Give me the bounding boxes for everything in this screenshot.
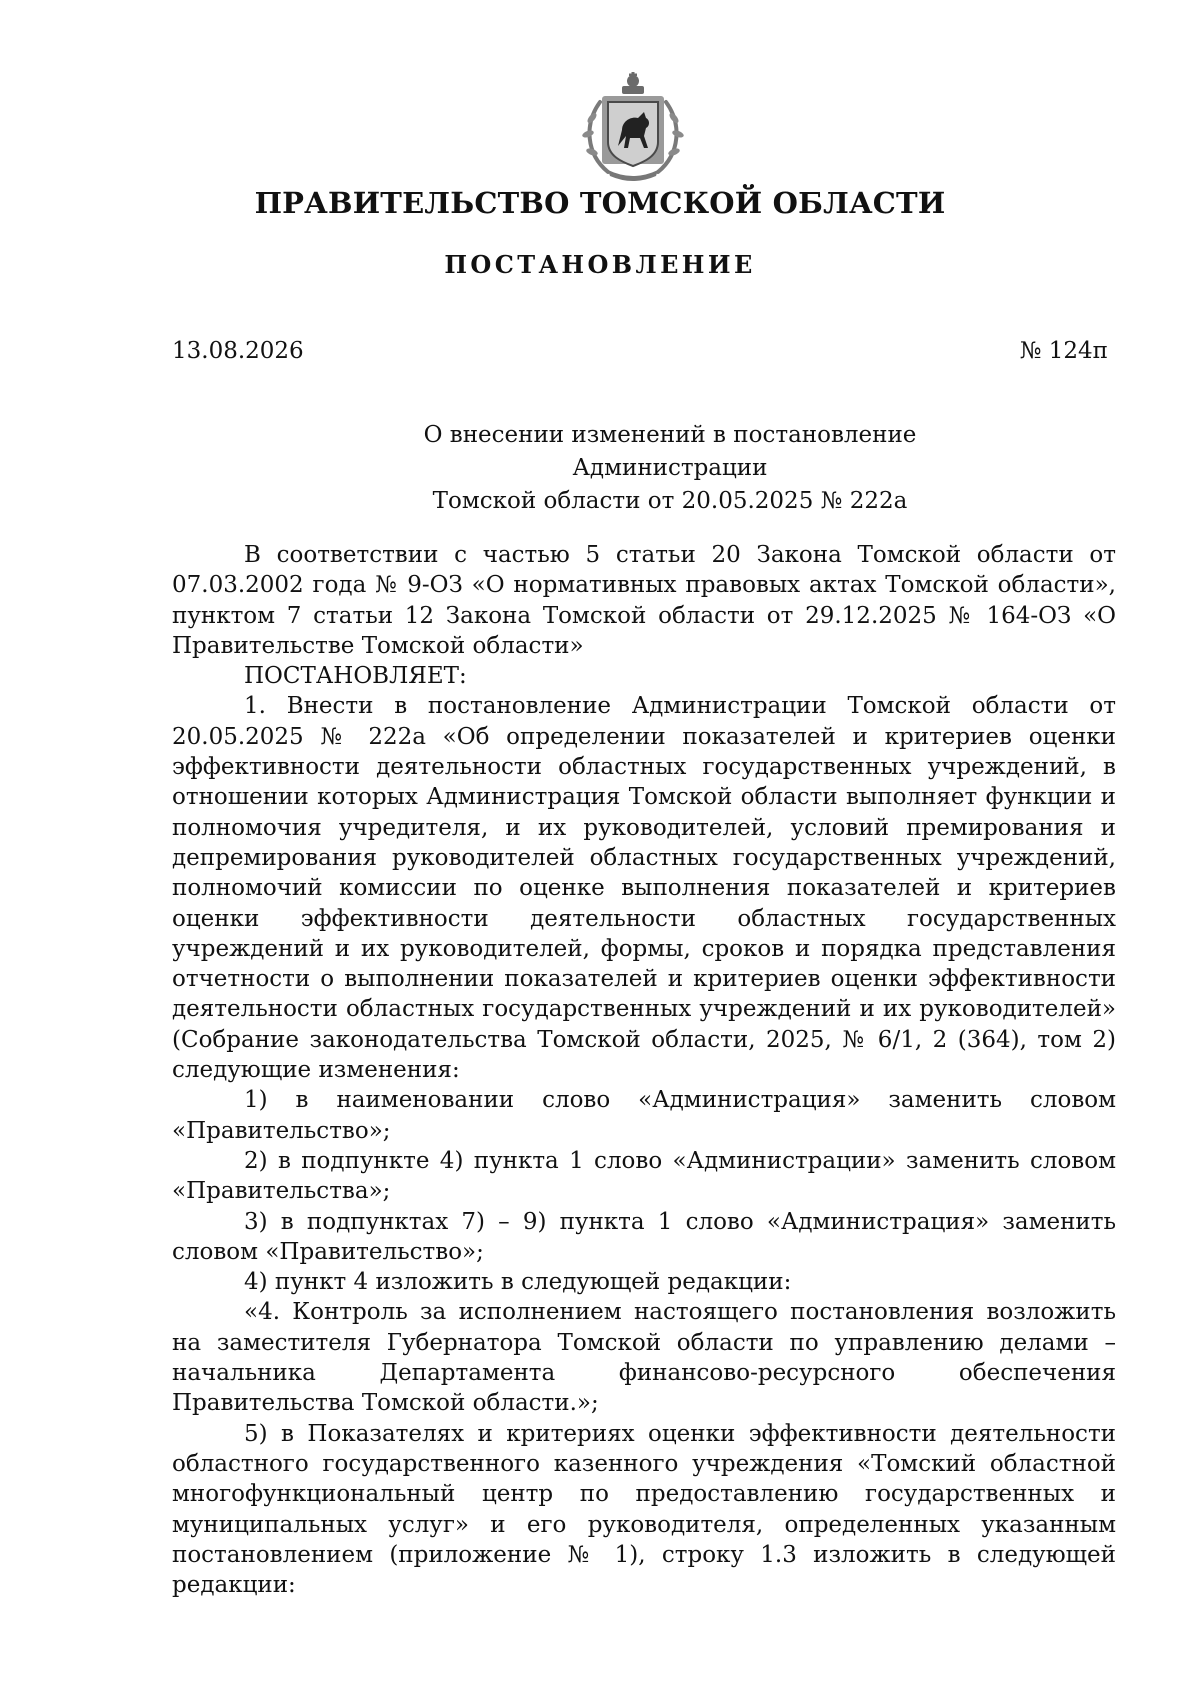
item-1-paragraph: 1. Внести в постановление Администрации Томской области от 20.05.2025 № 222а «Об определении показателей и критериев оценки эффективности деятельности областных государственных учреждений, в отношении которых Администрация Томской области выполняет функции и полномочия учредителя, и их руководителей, условий премирования и депремирования руководителей областных государственных учреждений, полномочий комиссии по оценке выполнения показателей и критериев оценки эффективности деятельности областных государственных учреждений и их руководителей, формы, сроков и порядка представления отчетности о выполнении показателей и критериев оценки эффективности деятельности областных государственных учреждений и их руководителей» (Собрание законодательства Томской области, 2025, № 6/1, 2 (364), том 2) следующие изменения:	[172, 693, 1116, 1084]
subitem-4-text-paragraph: «4. Контроль за исполнением настоящего постановления возложить на заместителя Губернатора Томской области по управлению делами – начальника Департамента финансово-ресурсного обеспечения Правительства Томской области.»;	[172, 1299, 1116, 1417]
coat-of-arms-icon	[578, 72, 688, 184]
organization-title: ПРАВИТЕЛЬСТВО ТОМСКОЙ ОБЛАСТИ	[254, 186, 946, 220]
subject-line-2: Томской области от 20.05.2025 № 222а	[432, 488, 908, 514]
document-type-title: ПОСТАНОВЛЕНИЕ	[444, 250, 756, 279]
subitem-3-paragraph: 3) в подпунктах 7) – 9) пункта 1 слово «Администрация» заменить словом «Правительство»;	[172, 1208, 1116, 1265]
subitem-2-paragraph: 2) в подпункте 4) пункта 1 слово «Администрации» заменить словом «Правительства»;	[172, 1147, 1116, 1205]
document-body	[172, 540, 1116, 1600]
resolves-paragraph: ПОСТАНОВЛЯЕТ:	[244, 663, 467, 690]
subitem-4-paragraph: 4) пункт 4 изложить в следующей редакции:	[244, 1269, 792, 1296]
subitem-5-paragraph: 5) в Показателях и критериях оценки эффективности деятельности областного государственного казенного учреждения «Томский областной многофункциональный центр по предоставлению государственных и муниципальных услуг» и его руководителя, определенных указанным постановлением (приложение № 1), строку 1.3 изложить в следующей редакции:	[172, 1420, 1116, 1599]
subitem-1-paragraph: 1) в наименовании слово «Администрация» заменить словом «Правительство»;	[172, 1087, 1116, 1144]
subject-line-1: О внесении изменений в постановление Администрации	[423, 422, 917, 481]
document-subject	[330, 419, 1010, 518]
document-date: 13.08.2026	[172, 338, 304, 364]
preamble-paragraph: В соответствии с частью 5 статьи 20 Закона Томской области от 07.03.2002 года № 9-ОЗ «О нормативных правовых актах Томской области», пунктом 7 статьи 12 Закона Томской области от 29.12.2025 № 164-ОЗ «О Правительстве Томской области»	[172, 542, 1116, 659]
document-number: № 124п	[1019, 338, 1108, 364]
